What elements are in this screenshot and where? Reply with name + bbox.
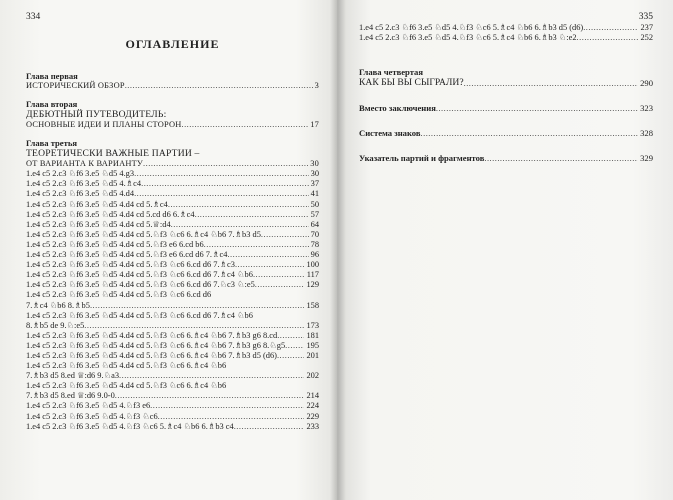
chapter-4 xyxy=(359,67,653,88)
chapter-3 xyxy=(26,138,319,169)
section-entry-conclusion[interactable] xyxy=(359,103,653,113)
variation-entry[interactable] xyxy=(26,270,319,280)
variation-moves: 1.e4 c5 2.c3 ♘f6 3.e5 ♘d5 4.♘f3 ♘c6 5.♗c4 ♘b6 6.♗b3 d5 (d6) xyxy=(359,23,584,32)
leader-dots xyxy=(421,129,639,138)
variation-entry[interactable] xyxy=(26,412,319,422)
leader-dots xyxy=(285,341,304,351)
variation-page: 158 xyxy=(306,300,319,310)
toc-title: ОГЛАВЛЕНИЕ xyxy=(125,37,220,51)
chapter-3-title-line2: ОТ ВАРИАНТА К ВАРИАНТУ xyxy=(26,159,144,169)
variation-page: 195 xyxy=(306,340,319,350)
variation-page: 57 xyxy=(310,209,319,219)
variation-moves-line2: 7.♗b3 d5 8.ed ♕:d6 9.♘a3 xyxy=(26,371,120,381)
leader-dots xyxy=(436,104,638,113)
book-gutter xyxy=(330,0,346,500)
leader-dots xyxy=(143,159,308,169)
variation-moves-line1: 1.e4 c5 2.c3 ♘f6 3.e5 ♘d5 4.d4 cd 5.♘f3 ♘c6 6.cd d6 xyxy=(26,290,212,300)
variation-page: 202 xyxy=(306,371,319,381)
variation-moves: 1.e4 c5 2.c3 ♘f6 3.e5 ♘d5 4.♗c4 xyxy=(26,179,142,189)
variation-moves-line2: 7.♗c4 ♘b6 8.♗b5 xyxy=(26,300,90,310)
leader-dots xyxy=(255,280,305,290)
variation-entry[interactable] xyxy=(26,422,319,432)
variation-moves: 1.e4 c5 2.c3 ♘f6 3.e5 ♘d5 4.d4 cd 5.♗c4 xyxy=(26,199,168,209)
variation-entry-multiline[interactable] xyxy=(26,361,319,381)
left-page-number: 334 xyxy=(26,12,41,22)
variation-page: 70 xyxy=(310,229,319,239)
leader-dots xyxy=(150,401,304,411)
variation-moves: 1.e4 c5 2.c3 ♘f6 3.e5 ♘d5 4.d4 cd 5.♘f3 e6 6.cd b6 xyxy=(26,239,204,249)
chapter-2-page: 17 xyxy=(310,120,319,130)
variation-entry[interactable] xyxy=(26,331,319,341)
leader-dots xyxy=(84,321,304,331)
leader-dots xyxy=(261,230,309,240)
variation-entry[interactable] xyxy=(26,200,319,210)
variation-entry-multiline[interactable] xyxy=(26,381,319,401)
variation-moves-line2: 8.♗b5 de 9.♘:e5 xyxy=(26,320,85,330)
leader-dots xyxy=(134,189,309,199)
variation-entry[interactable] xyxy=(26,169,319,179)
variation-page: 37 xyxy=(310,179,319,189)
leader-dots xyxy=(141,179,309,189)
variation-page: 181 xyxy=(306,330,319,340)
section-page: 328 xyxy=(640,128,653,139)
variation-entry[interactable] xyxy=(26,210,319,220)
variation-moves: 1.e4 c5 2.c3 ♘f6 3.e5 ♘d5 4.d4 cd 5.♘f3 ♘c6 6.cd d6 7.♘c3 ♘:e5 xyxy=(26,280,255,290)
chapter-4-page: 290 xyxy=(640,78,653,89)
variation-moves: 1.e4 c5 2.c3 ♘f6 3.e5 ♘d5 4.d4 cd 5.♘f3 ♘c6 6.♗c4 ♘b6 7.♗b3 d5 xyxy=(26,229,261,239)
variation-page: 224 xyxy=(306,401,319,411)
variation-moves-line1: 1.e4 c5 2.c3 ♘f6 3.e5 ♘d5 4.d4 cd 5.♘f3 ♘c6 6.cd d6 7.♗c4 ♘b6 xyxy=(26,310,253,320)
chapter-3-page: 30 xyxy=(310,159,319,169)
variation-entry[interactable] xyxy=(26,189,319,199)
section-page: 323 xyxy=(640,103,653,114)
leader-dots xyxy=(277,351,304,361)
chapter-1-page: 3 xyxy=(314,81,319,90)
chapter-4-label: Глава четвертая xyxy=(359,67,423,78)
section-entry-index[interactable] xyxy=(359,153,653,163)
section-label: Вместо заключения xyxy=(359,103,436,114)
leader-dots xyxy=(204,240,309,250)
variation-moves: 1.e4 c5 2.c3 ♘f6 3.e5 ♘d5 4.d4 xyxy=(26,189,135,199)
section-page: 329 xyxy=(640,153,653,164)
variation-page: 214 xyxy=(306,391,319,401)
chapter-4-entry[interactable] xyxy=(359,77,653,88)
variation-page: 100 xyxy=(306,260,319,270)
variation-moves: 1.e4 c5 2.c3 ♘f6 3.e5 ♘d5 4.d4 cd 5.♕:d4 xyxy=(26,219,171,229)
section-label: Указатель партий и фрагментов xyxy=(359,153,485,164)
variation-page: 50 xyxy=(310,199,319,209)
variation-moves: 1.e4 c5 2.c3 ♘f6 3.e5 ♘d5 4.♘f3 ♘c6 5.♗c4 ♘b6 6.♗b3 ♘:e2 xyxy=(359,33,577,43)
leader-dots xyxy=(577,33,639,43)
leader-dots xyxy=(158,412,305,422)
variation-page: 96 xyxy=(310,250,319,260)
chapter-1-entry[interactable] xyxy=(26,81,319,91)
chapter-3-label: Глава третья xyxy=(26,138,78,149)
chapter-2-entry[interactable] xyxy=(26,120,319,130)
leader-dots xyxy=(134,169,309,179)
leader-dots xyxy=(277,331,304,341)
variation-moves: 1.e4 c5 2.c3 ♘f6 3.e5 ♘d5 4.d4 cd 5.cd d6 6.♗c4 xyxy=(26,209,195,219)
right-page xyxy=(337,0,673,500)
chapter-2-title-line1: ДЕБЮТНЫЙ ПУТЕВОДИТЕЛЬ: xyxy=(26,109,167,121)
leader-dots xyxy=(583,23,638,33)
right-variation-list xyxy=(359,23,653,43)
variation-page: 229 xyxy=(306,411,319,421)
variation-page: 41 xyxy=(310,189,319,199)
variation-entry[interactable] xyxy=(26,230,319,240)
chapter-1-label: Глава первая xyxy=(26,71,78,81)
leader-dots xyxy=(464,79,639,88)
leader-dots xyxy=(227,250,308,260)
variation-entry[interactable] xyxy=(26,179,319,189)
variation-entry-multiline[interactable] xyxy=(26,290,319,310)
leader-dots xyxy=(235,260,304,270)
variation-moves: 1.e4 c5 2.c3 ♘f6 3.e5 ♘d5 4.♘f3 ♘c6 5.♗c4 ♘b6 6.♗b3 c4 xyxy=(26,421,234,431)
right-page-number: 335 xyxy=(638,12,653,22)
variation-moves-line1: 1.e4 c5 2.c3 ♘f6 3.e5 ♘d5 4.d4 cd 5.♘f3 ♘c6 6.♗c4 ♘b6 xyxy=(26,381,227,391)
variation-entry[interactable] xyxy=(26,280,319,290)
leader-dots xyxy=(253,270,305,280)
leader-dots xyxy=(90,301,305,311)
section-entry-symbols[interactable] xyxy=(359,128,653,138)
chapter-4-title: КАК БЫ ВЫ СЫГРАЛИ? xyxy=(359,77,464,89)
variation-page: 129 xyxy=(306,280,319,290)
variation-page: 237 xyxy=(640,23,653,32)
variation-moves: 1.e4 c5 2.c3 ♘f6 3.e5 ♘d5 4.d4 cd 5.♘f3 ♘c6 6.cd d6 7.♗c3 xyxy=(26,260,235,270)
variation-page: 252 xyxy=(640,33,653,43)
variation-moves: 1.e4 c5 2.c3 ♘f6 3.e5 ♘d5 4.♘f3 e6 xyxy=(26,401,151,411)
variation-moves: 1.e4 c5 2.c3 ♘f6 3.e5 ♘d5 4.d4 cd 5.♘f3 ♘c6 6.♗c4 ♘b6 7.♗b3 g6 8.♘g5 xyxy=(26,340,286,350)
chapter-3-title-line1: ТЕОРЕТИЧЕСКИ ВАЖНЫЕ ПАРТИИ – xyxy=(26,148,200,160)
variation-page: 173 xyxy=(306,320,319,330)
variation-page: 78 xyxy=(310,239,319,249)
variation-entry[interactable] xyxy=(26,240,319,250)
leader-dots xyxy=(119,371,304,381)
chapter-1 xyxy=(26,71,319,91)
variation-moves: 1.e4 c5 2.c3 ♘f6 3.e5 ♘d5 4.♘f3 ♘c6 xyxy=(26,411,158,421)
leader-dots xyxy=(115,391,305,401)
variation-entry[interactable] xyxy=(359,33,653,43)
leader-dots xyxy=(484,154,638,163)
variation-entry[interactable] xyxy=(26,260,319,270)
variation-entry[interactable] xyxy=(359,23,653,33)
variation-page: 30 xyxy=(310,169,319,179)
chapter-2 xyxy=(26,99,319,130)
section-label: Система знаков xyxy=(359,128,421,139)
variation-moves: 1.e4 c5 2.c3 ♘f6 3.e5 ♘d5 4.d4 cd 5.♘f3 ♘c6 6.♗c4 ♘b6 7.♗b3 g6 8.cd xyxy=(26,330,278,340)
chapter-1-title: ИСТОРИЧЕСКИЙ ОБЗОР xyxy=(26,81,125,90)
leader-dots xyxy=(195,210,309,220)
leader-dots xyxy=(234,422,305,432)
variation-entry[interactable] xyxy=(26,220,319,230)
variation-entry[interactable] xyxy=(26,351,319,361)
variation-moves: 1.e4 c5 2.c3 ♘f6 3.e5 ♘d5 4.g3 xyxy=(26,169,135,179)
variation-page: 64 xyxy=(310,219,319,229)
chapter-2-title-line2: ОСНОВНЫЕ ИДЕИ И ПЛАНЫ СТОРОН xyxy=(26,120,182,130)
variation-list xyxy=(26,169,319,431)
variation-moves: 1.e4 c5 2.c3 ♘f6 3.e5 ♘d5 4.d4 cd 5.♘f3 ♘c6 6.♗c4 ♘b6 7.♗b3 d5 (d6) xyxy=(26,350,277,360)
variation-entry[interactable] xyxy=(26,250,319,260)
chapter-3-entry[interactable] xyxy=(26,159,319,169)
variation-entry[interactable] xyxy=(26,401,319,411)
variation-page: 117 xyxy=(306,270,319,280)
variation-page: 233 xyxy=(306,421,319,431)
chapter-2-label: Глава вторая xyxy=(26,99,78,110)
variation-moves-line1: 1.e4 c5 2.c3 ♘f6 3.e5 ♘d5 4.d4 cd 5.♘f3 ♘c6 6.♗c4 ♘b6 xyxy=(26,361,227,371)
leader-dots xyxy=(181,120,308,130)
leader-dots xyxy=(168,200,309,210)
variation-page: 201 xyxy=(306,350,319,360)
variation-moves-line2: 7.♗b3 d5 8.ed ♕:d6 9.0-0 xyxy=(26,391,115,401)
leader-dots xyxy=(125,81,313,91)
variation-moves: 1.e4 c5 2.c3 ♘f6 3.e5 ♘d5 4.d4 cd 5.♘f3 e6 6.cd d6 7.♗c4 xyxy=(26,250,228,260)
variation-entry-multiline[interactable] xyxy=(26,311,319,331)
variation-entry[interactable] xyxy=(26,341,319,351)
leader-dots xyxy=(171,220,309,230)
variation-moves: 1.e4 c5 2.c3 ♘f6 3.e5 ♘d5 4.d4 cd 5.♘f3 ♘c6 6.cd d6 7.♗c4 ♘b6 xyxy=(26,270,253,280)
